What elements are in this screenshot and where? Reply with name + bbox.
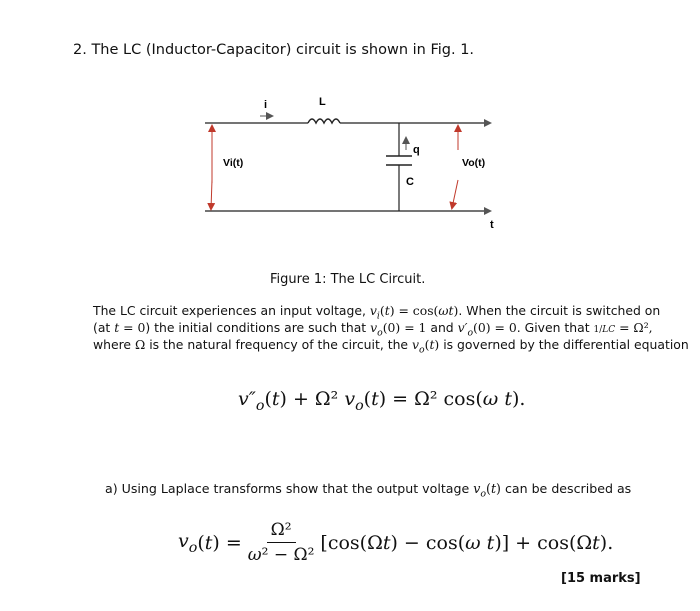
lc-circuit-diagram <box>0 0 700 270</box>
question-heading: 2. The LC (Inductor-Capacitor) circuit is shown in Fig. 1. <box>73 42 475 58</box>
solution-equation: $v_o$ ( t ) = $\frac{\text{Ω²}}{\text{ω² − Ω²}}$ [cos(Ω t ) − cos( ω t )] + cos(Ω t ). <box>178 520 614 565</box>
part-a-text: a) Using Laplace transforms show that the output voltage $v_o(t)$ can be described as <box>105 481 632 500</box>
label-vi: Vi(t) <box>223 157 244 169</box>
label-t: t <box>490 219 494 231</box>
label-q: q <box>413 144 420 156</box>
paragraph-line-1: The LC circuit experiences an input voltage, $v_i(t) = \cos(\omega t)$. When the circuit is switched on <box>93 303 661 322</box>
paragraph-line-3: where Ω is the natural frequency of the circuit, the $v_o(t)$ is governed by the differential equation <box>93 337 689 356</box>
vo-arrow-down <box>452 180 458 208</box>
paragraph-line-2: (at t = 0) the initial conditions are such that $v_o(0) = 1$ and $v'_o(0) = 0$. Given that 1/LC = Ω², <box>93 320 653 339</box>
marks-label: [15 marks] <box>561 571 641 586</box>
label-C: C <box>406 176 414 188</box>
label-vo: Vo(t) <box>462 157 486 169</box>
vi-arrow-down <box>211 180 212 209</box>
solution-fraction: $\frac{\text{Ω²}}{\text{ω² − Ω²}}$ <box>247 520 315 565</box>
inductor-coil <box>308 119 340 123</box>
label-L: L <box>319 96 326 108</box>
label-i: i <box>264 99 268 111</box>
differential-equation: $v''_o(t) + \Omega^2$ $v_o(t) = \Omega^2$ cos(ω t). <box>238 388 526 414</box>
figure-caption: Figure 1: The LC Circuit. <box>270 272 426 287</box>
